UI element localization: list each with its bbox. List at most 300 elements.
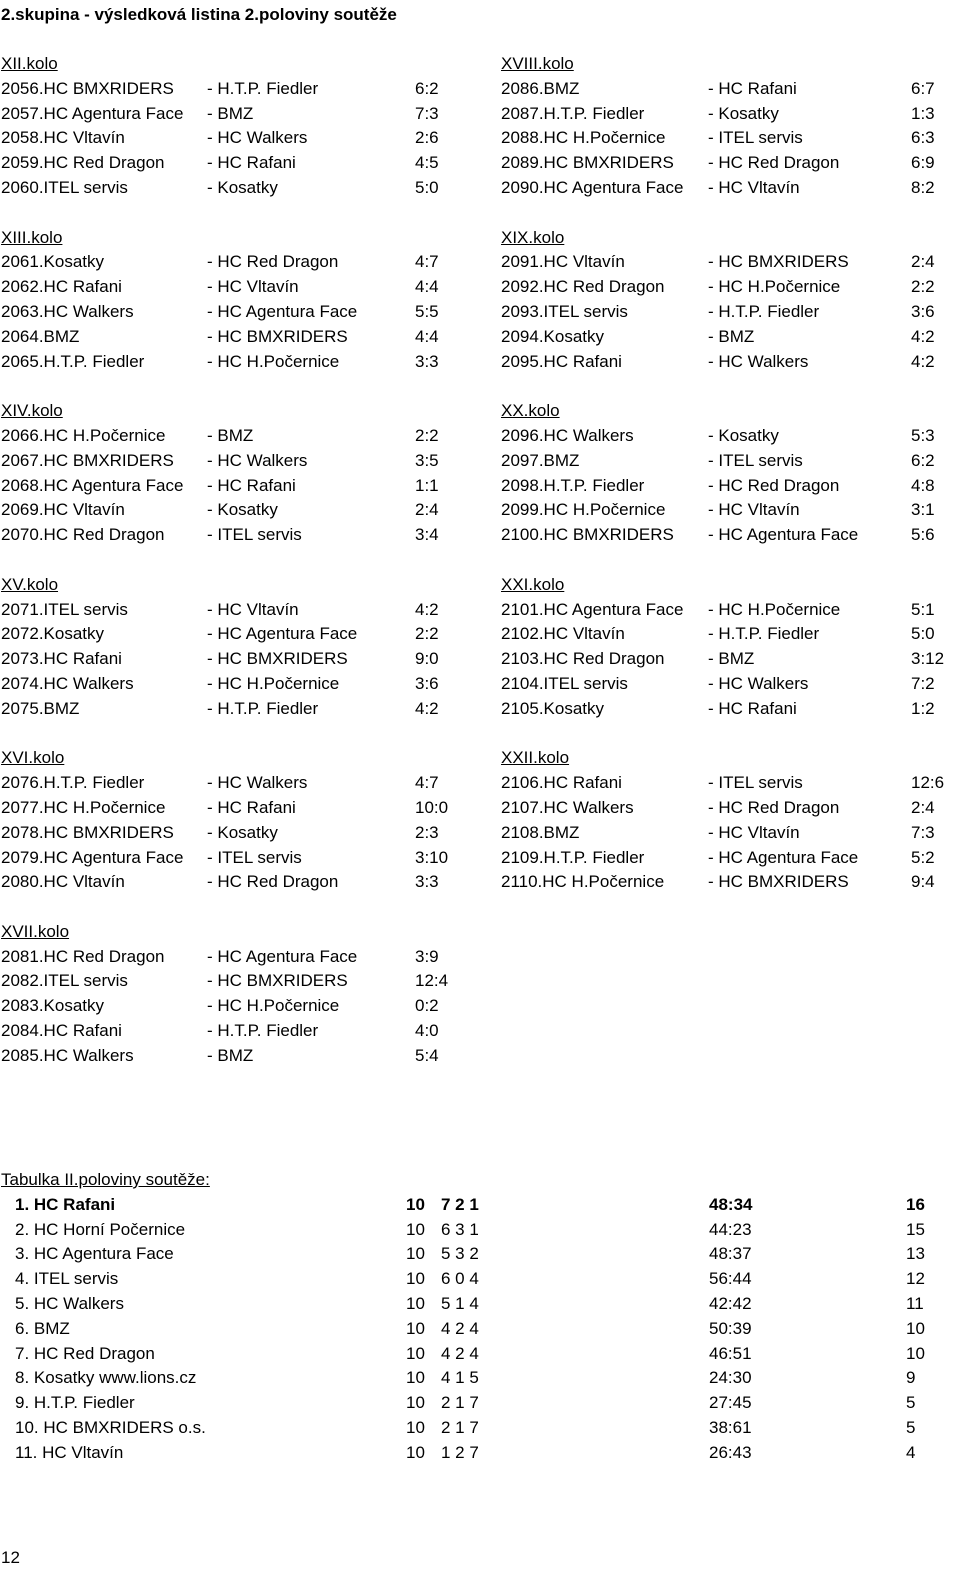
round-title: XXII.kolo xyxy=(501,748,570,768)
match-score: 3:5 xyxy=(415,450,439,470)
match-score: 4:5 xyxy=(415,153,439,173)
match-home: 2065.H.T.P. Fiedler xyxy=(1,351,145,371)
match-away: - HC Walkers xyxy=(207,450,308,470)
match-away: - HC H.Počernice xyxy=(207,673,340,693)
round-block xyxy=(501,573,960,722)
match-score: 4:2 xyxy=(911,326,935,346)
match-score: 2:4 xyxy=(911,797,935,817)
match-score: 3:9 xyxy=(415,946,439,966)
match-score: 2:3 xyxy=(415,822,439,842)
match-home: 2107.HC Walkers xyxy=(501,797,634,817)
match-home: 2088.HC H.Počernice xyxy=(501,128,666,148)
round-block xyxy=(501,226,960,375)
round-block xyxy=(1,399,461,548)
match-away: - HC Rafani xyxy=(207,153,296,173)
games-played: 10 xyxy=(406,1269,425,1289)
match-score: 12:4 xyxy=(415,971,449,991)
match-score: 1:1 xyxy=(415,475,439,495)
standings-row xyxy=(1,1391,941,1416)
match-home: 2067.HC BMXRIDERS xyxy=(1,450,174,470)
match-away: - Kosatky xyxy=(708,425,779,445)
match-row xyxy=(501,250,960,275)
match-row xyxy=(1,126,461,151)
games-played: 10 xyxy=(406,1318,425,1338)
goal-score: 46:51 xyxy=(709,1343,752,1363)
match-home: 2076.H.T.P. Fiedler xyxy=(1,773,145,793)
match-score: 3:4 xyxy=(415,525,439,545)
points: 9 xyxy=(906,1368,916,1388)
win-draw-loss: 6 0 4 xyxy=(441,1269,479,1289)
games-played: 10 xyxy=(406,1368,425,1388)
team-name: 6. BMZ xyxy=(15,1318,70,1338)
match-row xyxy=(1,647,461,672)
match-home: 2103.HC Red Dragon xyxy=(501,649,665,669)
games-played: 10 xyxy=(406,1219,425,1239)
page-title: 2.skupina - výsledková listina 2.poloviny soutěže xyxy=(1,5,397,24)
team-name: 7. HC Red Dragon xyxy=(15,1343,155,1363)
match-row xyxy=(1,449,461,474)
match-row xyxy=(501,598,960,623)
match-row xyxy=(1,1044,461,1069)
games-played: 10 xyxy=(406,1393,425,1413)
match-row xyxy=(501,672,960,697)
match-row xyxy=(1,102,461,127)
match-home: 2062.HC Rafani xyxy=(1,277,122,297)
match-away: - HC Agentura Face xyxy=(207,301,358,321)
round-title: XIII.kolo xyxy=(1,227,63,247)
match-away: - BMZ xyxy=(708,326,755,346)
match-home: 2073.HC Rafani xyxy=(1,649,122,669)
match-home: 2064.BMZ xyxy=(1,326,80,346)
match-score: 5:5 xyxy=(415,301,439,321)
match-home: 2068.HC Agentura Face xyxy=(1,475,184,495)
match-row xyxy=(1,350,461,375)
match-score: 3:3 xyxy=(415,351,439,371)
match-row xyxy=(1,176,461,201)
round-title: XVI.kolo xyxy=(1,748,65,768)
points: 4 xyxy=(906,1442,916,1462)
match-away: - H.T.P. Fiedler xyxy=(708,301,820,321)
match-score: 7:2 xyxy=(911,673,935,693)
match-score: 3:3 xyxy=(415,872,439,892)
match-row xyxy=(1,622,461,647)
match-score: 3:6 xyxy=(415,673,439,693)
standings-row xyxy=(1,1267,941,1292)
match-row xyxy=(501,102,960,127)
match-score: 9:0 xyxy=(415,649,439,669)
games-played: 10 xyxy=(406,1442,425,1462)
match-away: - BMZ xyxy=(708,649,755,669)
match-home: 2089.HC BMXRIDERS xyxy=(501,153,674,173)
match-away: - HC H.Počernice xyxy=(708,277,841,297)
match-away: - HC Agentura Face xyxy=(207,946,358,966)
match-row xyxy=(501,176,960,201)
match-score: 5:0 xyxy=(911,624,935,644)
round-title: XXI.kolo xyxy=(501,574,565,594)
match-row xyxy=(1,151,461,176)
match-away: - HC H.Počernice xyxy=(207,351,340,371)
match-row xyxy=(1,300,461,325)
match-home: 2096.HC Walkers xyxy=(501,425,634,445)
page-number: 12 xyxy=(1,1548,20,1567)
win-draw-loss: 4 1 5 xyxy=(441,1368,479,1388)
match-score: 6:2 xyxy=(911,450,935,470)
standings-table xyxy=(1,1168,941,1466)
match-home: 2095.HC Rafani xyxy=(501,351,622,371)
match-score: 5:3 xyxy=(911,425,935,445)
match-score: 4:7 xyxy=(415,252,439,272)
match-home: 2091.HC Vltavín xyxy=(501,252,625,272)
match-away: - ITEL servis xyxy=(207,525,302,545)
match-home: 2061.Kosatky xyxy=(1,252,105,272)
match-row xyxy=(1,250,461,275)
match-row xyxy=(501,126,960,151)
match-score: 12:6 xyxy=(911,773,945,793)
points: 12 xyxy=(906,1269,925,1289)
match-score: 2:2 xyxy=(415,425,439,445)
match-score: 6:2 xyxy=(415,78,439,98)
match-home: 2066.HC H.Počernice xyxy=(1,425,166,445)
win-draw-loss: 5 3 2 xyxy=(441,1244,479,1264)
match-home: 2059.HC Red Dragon xyxy=(1,153,165,173)
match-home: 2104.ITEL servis xyxy=(501,673,628,693)
match-score: 2:6 xyxy=(415,128,439,148)
match-score: 2:2 xyxy=(911,277,935,297)
team-name: 8. Kosatky www.lions.cz xyxy=(15,1368,197,1388)
round-block xyxy=(1,52,461,201)
match-row xyxy=(501,523,960,548)
round-block xyxy=(501,746,960,895)
match-away: - HC Red Dragon xyxy=(207,872,339,892)
match-row xyxy=(501,796,960,821)
match-row xyxy=(501,424,960,449)
match-home: 2077.HC H.Počernice xyxy=(1,797,166,817)
match-away: - HC Walkers xyxy=(708,351,809,371)
match-home: 2097.BMZ xyxy=(501,450,580,470)
match-score: 4:4 xyxy=(415,277,439,297)
match-row xyxy=(1,424,461,449)
match-row xyxy=(501,151,960,176)
match-home: 2075.BMZ xyxy=(1,698,80,718)
match-row xyxy=(1,846,461,871)
match-score: 4:0 xyxy=(415,1021,439,1041)
match-score: 6:7 xyxy=(911,78,935,98)
goal-score: 56:44 xyxy=(709,1269,752,1289)
match-home: 2105.Kosatky xyxy=(501,698,605,718)
match-home: 2057.HC Agentura Face xyxy=(1,103,184,123)
round-block xyxy=(501,52,960,201)
games-played: 10 xyxy=(406,1293,425,1313)
match-away: - ITEL servis xyxy=(708,450,803,470)
match-score: 4:2 xyxy=(911,351,935,371)
goal-score: 26:43 xyxy=(709,1442,752,1462)
match-row xyxy=(501,275,960,300)
match-away: - HC Rafani xyxy=(207,475,296,495)
match-away: - HC Agentura Face xyxy=(708,525,859,545)
match-away: - HC Rafani xyxy=(207,797,296,817)
match-score: 3:1 xyxy=(911,500,935,520)
match-home: 2102.HC Vltavín xyxy=(501,624,625,644)
win-draw-loss: 5 1 4 xyxy=(441,1293,479,1313)
round-title: XII.kolo xyxy=(1,54,58,73)
results-column-left xyxy=(1,52,461,1093)
match-row xyxy=(1,821,461,846)
match-home: 2109.H.T.P. Fiedler xyxy=(501,847,645,867)
win-draw-loss: 1 2 7 xyxy=(441,1442,479,1462)
match-row xyxy=(1,796,461,821)
match-away: - H.T.P. Fiedler xyxy=(207,1021,319,1041)
match-score: 3:12 xyxy=(911,649,945,669)
match-row xyxy=(1,672,461,697)
goal-score: 42:42 xyxy=(709,1293,752,1313)
match-away: - HC Vltavín xyxy=(708,822,800,842)
match-away: - HC Vltavín xyxy=(708,177,800,197)
win-draw-loss: 6 3 1 xyxy=(441,1219,479,1239)
match-away: - HC Red Dragon xyxy=(708,475,840,495)
match-away: - HC Vltavín xyxy=(207,277,299,297)
results-column-right xyxy=(501,52,960,920)
match-away: - Kosatky xyxy=(708,103,779,123)
match-away: - HC Rafani xyxy=(708,78,797,98)
match-score: 4:4 xyxy=(415,326,439,346)
win-draw-loss: 4 2 4 xyxy=(441,1343,479,1363)
goal-score: 27:45 xyxy=(709,1393,752,1413)
match-row xyxy=(501,77,960,102)
match-row xyxy=(1,771,461,796)
match-row xyxy=(1,969,461,994)
match-score: 5:6 xyxy=(911,525,935,545)
match-away: - BMZ xyxy=(207,425,254,445)
match-row xyxy=(501,647,960,672)
match-away: - HC Red Dragon xyxy=(207,252,339,272)
team-name: 3. HC Agentura Face xyxy=(15,1244,174,1264)
match-score: 2:4 xyxy=(911,252,935,272)
team-name: 5. HC Walkers xyxy=(15,1293,124,1313)
match-home: 2056.HC BMXRIDERS xyxy=(1,78,174,98)
match-away: - HC BMXRIDERS xyxy=(708,252,849,272)
match-score: 2:4 xyxy=(415,500,439,520)
standings-row xyxy=(1,1292,941,1317)
match-score: 8:2 xyxy=(911,177,935,197)
match-home: 2082.ITEL servis xyxy=(1,971,128,991)
match-row xyxy=(1,994,461,1019)
round-block xyxy=(1,746,461,895)
win-draw-loss: 7 2 1 xyxy=(441,1194,479,1214)
match-home: 2087.H.T.P. Fiedler xyxy=(501,103,645,123)
match-away: - HC Walkers xyxy=(207,128,308,148)
match-row xyxy=(1,945,461,970)
match-home: 2092.HC Red Dragon xyxy=(501,277,665,297)
match-home: 2060.ITEL servis xyxy=(1,177,128,197)
points: 15 xyxy=(906,1219,925,1239)
points: 5 xyxy=(906,1393,916,1413)
match-row xyxy=(501,697,960,722)
match-home: 2106.HC Rafani xyxy=(501,773,622,793)
standings-row xyxy=(1,1366,941,1391)
match-home: 2079.HC Agentura Face xyxy=(1,847,184,867)
match-away: - BMZ xyxy=(207,103,254,123)
standings-caption: Tabulka II.poloviny soutěže: xyxy=(1,1170,210,1189)
match-score: 4:2 xyxy=(415,599,439,619)
match-home: 2098.H.T.P. Fiedler xyxy=(501,475,645,495)
standings-row xyxy=(1,1441,941,1466)
round-block xyxy=(1,226,461,375)
round-title: XV.kolo xyxy=(1,574,59,594)
match-home: 2085.HC Walkers xyxy=(1,1045,134,1065)
match-home: 2058.HC Vltavín xyxy=(1,128,125,148)
match-away: - BMZ xyxy=(207,1045,254,1065)
match-row xyxy=(1,474,461,499)
match-away: - HC Agentura Face xyxy=(207,624,358,644)
team-name: 11. HC Vltavín xyxy=(15,1442,124,1462)
team-name: 9. H.T.P. Fiedler xyxy=(15,1393,135,1413)
win-draw-loss: 2 1 7 xyxy=(441,1417,479,1437)
match-home: 2078.HC BMXRIDERS xyxy=(1,822,174,842)
standings-row xyxy=(1,1218,941,1243)
match-score: 6:9 xyxy=(911,153,935,173)
match-score: 7:3 xyxy=(911,822,935,842)
match-away: - Kosatky xyxy=(207,500,278,520)
points: 5 xyxy=(906,1417,916,1437)
match-score: 5:1 xyxy=(911,599,935,619)
team-name: 2. HC Horní Počernice xyxy=(15,1219,186,1239)
match-row xyxy=(501,449,960,474)
match-home: 2110.HC H.Počernice xyxy=(501,872,665,892)
match-score: 10:0 xyxy=(415,797,449,817)
match-score: 7:3 xyxy=(415,103,439,123)
match-away: - HC Walkers xyxy=(207,773,308,793)
match-away: - HC Walkers xyxy=(708,673,809,693)
match-home: 2080.HC Vltavín xyxy=(1,872,125,892)
match-away: - H.T.P. Fiedler xyxy=(207,78,319,98)
standings-row xyxy=(1,1416,941,1441)
round-title: XX.kolo xyxy=(501,401,560,421)
match-home: 2071.ITEL servis xyxy=(1,599,128,619)
points: 10 xyxy=(906,1318,925,1338)
goal-score: 38:61 xyxy=(709,1417,752,1437)
match-score: 1:3 xyxy=(911,103,935,123)
goal-score: 44:23 xyxy=(709,1219,752,1239)
match-row xyxy=(1,598,461,623)
match-home: 2108.BMZ xyxy=(501,822,580,842)
match-home: 2083.Kosatky xyxy=(1,996,105,1016)
match-home: 2099.HC H.Počernice xyxy=(501,500,666,520)
goal-score: 24:30 xyxy=(709,1368,752,1388)
points: 10 xyxy=(906,1343,925,1363)
win-draw-loss: 4 2 4 xyxy=(441,1318,479,1338)
match-home: 2090.HC Agentura Face xyxy=(501,177,684,197)
standings-rows xyxy=(1,1193,941,1466)
match-row xyxy=(501,350,960,375)
match-away: - ITEL servis xyxy=(708,128,803,148)
games-played: 10 xyxy=(406,1194,425,1214)
match-score: 1:2 xyxy=(911,698,935,718)
match-home: 2084.HC Rafani xyxy=(1,1021,122,1041)
games-played: 10 xyxy=(406,1343,425,1363)
match-home: 2063.HC Walkers xyxy=(1,301,134,321)
match-away: - HC Agentura Face xyxy=(708,847,859,867)
match-home: 2094.Kosatky xyxy=(501,326,605,346)
match-away: - H.T.P. Fiedler xyxy=(207,698,319,718)
round-block xyxy=(1,573,461,722)
match-home: 2070.HC Red Dragon xyxy=(1,525,165,545)
match-away: - Kosatky xyxy=(207,822,278,842)
match-away: - HC BMXRIDERS xyxy=(207,971,348,991)
games-played: 10 xyxy=(406,1244,425,1264)
team-name: 4. ITEL servis xyxy=(15,1269,119,1289)
match-row xyxy=(501,622,960,647)
match-away: - HC BMXRIDERS xyxy=(207,326,348,346)
match-score: 3:6 xyxy=(911,301,935,321)
match-away: - HC Red Dragon xyxy=(708,797,840,817)
match-away: - HC Vltavín xyxy=(708,500,800,520)
points: 13 xyxy=(906,1244,925,1264)
win-draw-loss: 2 1 7 xyxy=(441,1393,479,1413)
match-score: 4:7 xyxy=(415,773,439,793)
team-name: 10. HC BMXRIDERS o.s. xyxy=(15,1417,206,1437)
standings-row xyxy=(1,1317,941,1342)
goal-score: 48:37 xyxy=(709,1244,752,1264)
match-row xyxy=(1,1019,461,1044)
match-score: 0:2 xyxy=(415,996,439,1016)
standings-row xyxy=(1,1242,941,1267)
match-row xyxy=(1,275,461,300)
match-away: - Kosatky xyxy=(207,177,278,197)
match-score: 4:2 xyxy=(415,698,439,718)
round-title: XVII.kolo xyxy=(1,921,70,941)
goal-score: 48:34 xyxy=(709,1194,753,1214)
match-away: - ITEL servis xyxy=(207,847,302,867)
match-row xyxy=(501,300,960,325)
match-away: - HC Red Dragon xyxy=(708,153,840,173)
match-row xyxy=(501,846,960,871)
match-score: 3:10 xyxy=(415,847,449,867)
match-row xyxy=(501,474,960,499)
match-row xyxy=(1,870,461,895)
match-away: - ITEL servis xyxy=(708,773,803,793)
points: 11 xyxy=(906,1293,924,1313)
match-home: 2081.HC Red Dragon xyxy=(1,946,165,966)
match-away: - HC Vltavín xyxy=(207,599,299,619)
points: 16 xyxy=(906,1194,925,1214)
match-row xyxy=(1,77,461,102)
round-title: XVIII.kolo xyxy=(501,54,574,73)
match-away: - HC H.Počernice xyxy=(708,599,841,619)
standings-row xyxy=(1,1193,941,1218)
match-home: 2074.HC Walkers xyxy=(1,673,134,693)
team-name: 1. HC Rafani xyxy=(15,1194,116,1214)
match-score: 2:2 xyxy=(415,624,439,644)
match-home: 2100.HC BMXRIDERS xyxy=(501,525,674,545)
match-score: 5:4 xyxy=(415,1045,439,1065)
match-score: 4:8 xyxy=(911,475,935,495)
match-away: - H.T.P. Fiedler xyxy=(708,624,820,644)
match-home: 2072.Kosatky xyxy=(1,624,105,644)
match-row xyxy=(1,325,461,350)
goal-score: 50:39 xyxy=(709,1318,752,1338)
match-score: 5:0 xyxy=(415,177,439,197)
match-score: 9:4 xyxy=(911,872,935,892)
match-row xyxy=(1,697,461,722)
match-row xyxy=(501,870,960,895)
match-row xyxy=(501,821,960,846)
match-away: - HC Rafani xyxy=(708,698,797,718)
round-block xyxy=(501,399,960,548)
match-home: 2069.HC Vltavín xyxy=(1,500,125,520)
match-score: 5:2 xyxy=(911,847,935,867)
match-row xyxy=(1,498,461,523)
standings-row xyxy=(1,1342,941,1367)
